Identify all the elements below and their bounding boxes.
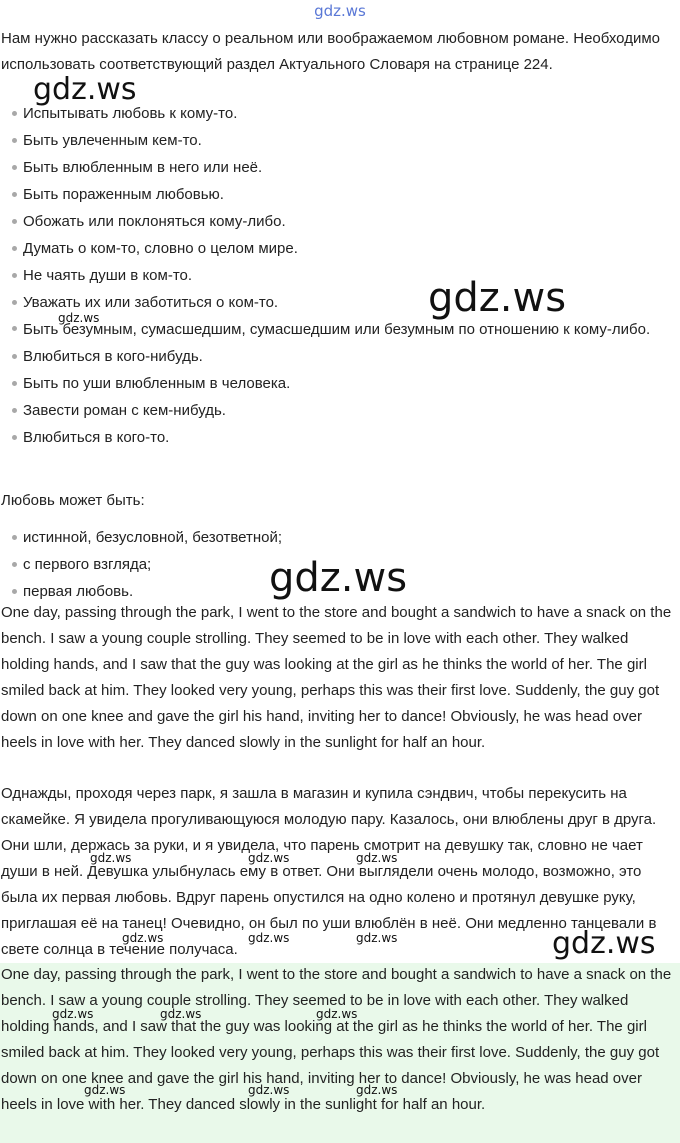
list-item <box>0 262 675 289</box>
watermark: gdz.ws <box>356 851 398 865</box>
bullet-icon <box>12 192 17 197</box>
list-item-text: Обожать или поклоняться кому-либо. <box>23 213 286 230</box>
story-english-repeat: One day, passing through the park, I went to the store and bought a sandwich to have a snack on the bench. I saw a young couple strolling. They seemed to be in love with each other. They walked holding hands, and I saw that the guy was looking at the girl as he thinks the world of her. The girl smiled back at him. They looked very young, perhaps this was their first love. Suddenly, the guy got down on one knee and gave the girl his hand, inviting her to dance! Obviously, he was head over heels in love with her. They danced slowly in the sunlight for half an hour. <box>1 966 672 1113</box>
list-item-text: Не чаять души в ком-то. <box>23 267 193 284</box>
story-english: One day, passing through the park, I went to the store and bought a sandwich to have a snack on the bench. I saw a young couple strolling. They seemed to be in love with each other. They walked holding hands, and I saw that the guy was looking at the girl as he thinks the world of her. The girl smiled back at him. They looked very young, perhaps this was their first love. Suddenly, the guy got down on one knee and gave the girl his hand, inviting her to dance! Obviously, he was head over heels in love with her. They danced slowly in the sunlight for half an hour. <box>1 604 672 751</box>
list-item <box>0 524 675 551</box>
watermark: gdz.ws <box>52 1007 94 1021</box>
list-item-text: Думать о ком-то, словно о целом мире. <box>23 240 298 257</box>
watermark: gdz.ws <box>122 931 164 945</box>
bullet-icon <box>12 354 17 359</box>
list-item-text: Уважать их или заботиться о ком-то. <box>23 294 279 311</box>
list-item <box>0 370 675 397</box>
list-item-text: Быть пораженным любовью. <box>23 186 224 203</box>
list-item-text: с первого взгляда; <box>23 556 152 573</box>
story-russian: Однажды, проходя через парк, я зашла в магазин и купила сэндвич, чтобы перекусить на скамейке. Я увидела прогуливающуюся молодую пару. Казалось, они влюблены друг в друга. Они шли, держась за руки, и я увидела, что парень смотрит на девушку так, словно не чает души в ней. Девушка улыбнулась ему в ответ. Они выглядели очень молодо, возможно, это была их первая любовь. Вдруг парень опустился на одно колено и протянул девушке руку, приглашая её на танец! Очевидно, он был по уши влюблён в неё. Они медленно танцевали в свете солнца в течение получаса. <box>1 785 657 958</box>
phrase-list <box>0 100 675 451</box>
list-item <box>0 343 675 370</box>
list-item <box>0 154 675 181</box>
list-item-text: Испытывать любовь к кому-то. <box>23 105 238 122</box>
watermark: gdz.ws <box>90 851 132 865</box>
watermark: gdz.ws <box>269 555 408 601</box>
love-heading: Любовь может быть: <box>1 492 145 509</box>
list-item <box>0 235 675 262</box>
bullet-icon <box>12 273 17 278</box>
bullet-icon <box>12 589 17 594</box>
bullet-icon <box>12 562 17 567</box>
list-item-text: первая любовь. <box>23 583 134 600</box>
watermark: gdz.ws <box>248 931 290 945</box>
bullet-icon <box>12 111 17 116</box>
list-item <box>0 316 675 343</box>
list-item <box>0 181 675 208</box>
list-item-text: Быть по уши влюбленным в человека. <box>23 375 291 392</box>
watermark-top: gdz.ws <box>314 2 366 20</box>
bullet-icon <box>12 408 17 413</box>
bullet-icon <box>12 165 17 170</box>
bullet-icon <box>12 300 17 305</box>
list-item-text: Завести роман с кем-нибудь. <box>23 402 226 419</box>
watermark: gdz.ws <box>428 275 567 321</box>
intro-paragraph: Нам нужно рассказать классу о реальном или воображаемом любовном романе. Необходимо использовать соответствующий раздел Актуального Словаря на странице 224. <box>1 30 660 73</box>
list-item-text: Влюбиться в кого-нибудь. <box>23 348 203 365</box>
list-item-text: Быть влюбленным в него или неё. <box>23 159 263 176</box>
list-item <box>0 424 675 451</box>
watermark: gdz.ws <box>33 72 137 107</box>
list-item <box>0 397 675 424</box>
list-item <box>0 208 675 235</box>
watermark: gdz.ws <box>552 926 656 961</box>
watermark: gdz.ws <box>58 311 100 325</box>
bullet-icon <box>12 381 17 386</box>
bullet-icon <box>12 435 17 440</box>
list-item-text: Быть увлеченным кем-то. <box>23 132 202 149</box>
watermark: gdz.ws <box>248 1083 290 1097</box>
bullet-icon <box>12 326 17 331</box>
bullet-icon <box>12 219 17 224</box>
bullet-icon <box>12 246 17 251</box>
watermark: gdz.ws <box>248 851 290 865</box>
list-item-text: истинной, безусловной, безответной; <box>23 529 283 546</box>
list-item-text: Быть безумным, сумасшедшим, сумасшедшим или безумным по отношению к кому-либо. <box>23 321 651 338</box>
bullet-icon <box>12 138 17 143</box>
watermark: gdz.ws <box>316 1007 358 1021</box>
bullet-icon <box>12 535 17 540</box>
watermark: gdz.ws <box>356 1083 398 1097</box>
list-item <box>0 289 675 316</box>
watermark: gdz.ws <box>84 1083 126 1097</box>
list-item <box>0 127 675 154</box>
list-item-text: Влюбиться в кого-то. <box>23 429 170 446</box>
watermark: gdz.ws <box>160 1007 202 1021</box>
watermark: gdz.ws <box>356 931 398 945</box>
